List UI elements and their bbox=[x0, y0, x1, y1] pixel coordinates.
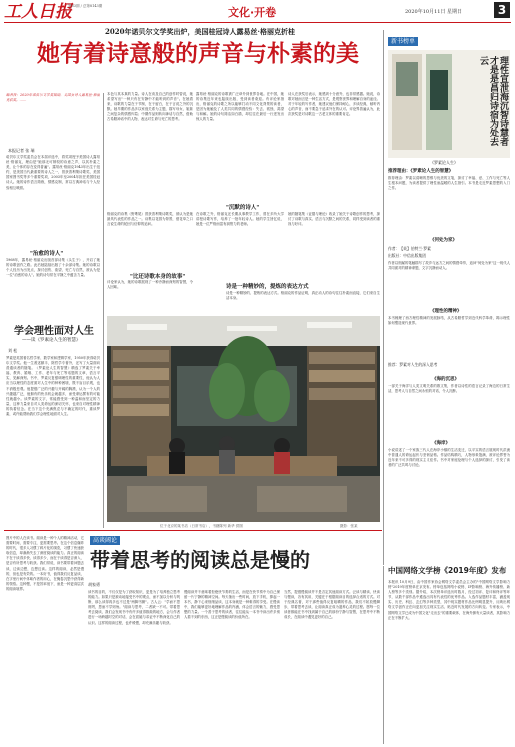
bookstore-photo-illustration bbox=[107, 316, 380, 522]
bottom-col-3: 慢阅读并不意味着拒绝快节奏的生活，而是在快节奏中为自己保留一片宁静的精神空间。每天抽出一些时间，放下手机，捧起一本书，静下心来细细品读，这本身就是一种难得的享受。在慢读中，我们能够更好地理解作品的内涵，体会语言的魅力，感受思想的力量。一个善于思考的读者，往往能从一本书中读出许多别人看不到的东西，这正是慢阅读的价值所在。 bbox=[184, 590, 280, 620]
bottom-col-2: 读书的目的，不仅仅是为了获取知识，更是为了培养独立思考的能力。如果只是被动地接受书中的观点，而不加以分析与判断，那么读得再多也不过是"两脚书橱"。古人云："学而不思则罔，思而不学则殆。"阅读与思考，二者缺一不可。带着思考去阅读，我们会发现书中有许多值得推敲的地方，会与作者进行一场跨越时空的对话，会在质疑与求证中不断深化自己的认识。这样的阅读过程，也许缓慢，却充满乐趣与收获。 bbox=[88, 590, 180, 625]
masthead-rule bbox=[4, 22, 511, 23]
bottom-section-rule bbox=[4, 530, 382, 531]
book-item-5-body: 小说讲述了一个家族三代人在海岸小镇的生活变迁，以平实的语言展现时代洪流中普通人的命运起伏与坚韧品格。作品结构精巧，人物形象饱满，被评论界誉为近年来不可多得的现实主义佳作。书中对家庭伦理与个人选择的探讨，引发了读者的广泛共鸣与讨论。 bbox=[388, 448, 510, 468]
side-subhead: ——读《罗素论人生的智慧》 bbox=[22, 338, 81, 343]
book-cover-title: 是昌 bbox=[488, 74, 498, 92]
lead-body-6: 格丽克的诗集《野鸢尾》曾获普利策诗歌奖，被认为是她最具代表性的作品之一。诗集以花园为背景，借花草之口言说生命的轮回与信仰的追问。 bbox=[107, 212, 193, 227]
lead-body-2: 1968年，露易丝·格丽克出版首部诗集《头生子》，开启了她的诗歌创作之路。此后她陆续出版了十余部诗集。她的诗歌以个人经历为出发点，探讨创伤、欲望、死亡与自然，被认为是一位"治愈的诗人"。她的诗句常在平静之中蕴含力量。 bbox=[6, 258, 100, 278]
lead-body-4: 露易丝·格丽克的诗歌被广泛译介到世界各地。在中国，她的诗集近年来也陆续出版，受到读者欢迎。有评论家指出，格丽克的诗歌之所以能够打动不同文化背景的读者，是因为她触及了人类共同的情感经验：失去、孤独、渴望与和解。她的诗句简洁如白描，却往往在最后一行迸发出惊人的力量。 bbox=[196, 92, 284, 122]
crosshead-4: 诗是一种精妙的，提炼的表达方式 bbox=[226, 284, 309, 290]
book-item-3-body: 本书梳理了西方理性精神的发展脉络，从古希腊哲学到近代科学革命，揭示理性如何塑造现代世界。 bbox=[388, 316, 510, 326]
bottom-label-text: 高谈阔论 bbox=[93, 537, 118, 544]
lead-body-7: 在诗歌之外，格丽克还长期从事教学工作，曾在多所大学讲授诗歌写作，培养了一批年轻诗人。她的学生回忆说，她是一位严格而富有洞察力的老师。 bbox=[196, 212, 284, 227]
book-column-label-text: 新书榜单 bbox=[391, 38, 416, 45]
book-cover-title: 理性 bbox=[498, 56, 508, 74]
side-byline: 刘 松 bbox=[8, 348, 18, 353]
book-cover-title: 宣泄 bbox=[498, 74, 508, 92]
book-cover-title: 海沉 bbox=[498, 92, 508, 110]
book-cover-title: 慧者 bbox=[498, 128, 508, 146]
column-rule bbox=[103, 93, 104, 528]
bottom-col-4: 当然，提倡慢阅读并不是否定其他阅读方式。泛读与精读、快读与慢读，各有其用，关键在于根据阅读目的选择合适的方式。对于经典名著，对于那些值得反复咀嚼的作品，我们不妨放慢脚步，带着思考去读，让阅读真正成为滋养心灵的过程。愿每一位读者都能在书中找到属于自己的那份宁静与智慧，在思考中不断成长，在阅读中遇见更好的自己。 bbox=[284, 590, 380, 620]
book-item-2: 《何处为家》 bbox=[430, 238, 457, 243]
book-cover-titles bbox=[458, 56, 508, 152]
book-cover-title: 归诗 bbox=[488, 92, 498, 110]
lead-body-10: 诗是一种精妙的、提炼的表达方式。格丽克的作品证明，真正动人的诗句往往朴素而直接，它们来自生活本身。 bbox=[226, 291, 380, 301]
bottom-byline: 胡家勇 bbox=[88, 582, 100, 587]
book-item-5: 《海岸》 bbox=[432, 441, 450, 446]
right-bottom-body: 本报讯 10月9日，由中国作家协会网络文学委员会主办的"中国网络文学影响力榜"2019年度榜单在京发布。榜单包括网络小说榜、IP影响榜、海外传播榜、新人榜等多个类别。据介绍，本次榜单评选历时数月，经过初评、复评和终评等环节，从数千部作品中遴选出具有代表性的优秀作品。入选作品题材丰富，涵盖现实、历史、科幻、玄幻等多种类型，其中现实题材作品比例明显提升，反映出网络文学创作正在向更加关注现实生活、贴近时代发展的方向转变。专家表示，中国网络文学已成为中国文化"走出去"的重要载体，在海外拥有大量读者，其影响力正在不断扩大。 bbox=[388, 580, 510, 620]
lead-body-1: 诺贝尔文学奖委员会在本届评选中，将奖项授予美国诗人露易丝·格丽克，理由是"她那无可辩驳的诗意之声，以其朴素之美，让个体的存在变得普遍"。露易丝·格丽克1943年出生于纽约，是美国当代最重要的诗人之一，曾获普利策诗歌奖、美国国家图书奖等多个重要奖项，2003年至2004年担任美国桂冠诗人。她的诗作语言简练，情感克制，常以古典神话与个人经验相互映照。 bbox=[6, 155, 100, 190]
book-item-4-body: 一部关于海洋与人类文明关系的散文集，作者以诗性的语言记录了海边的日常生活，思考人与自然之间永恒的对话，令人沉醉。 bbox=[388, 384, 510, 394]
bottom-headline: 带着思考的阅读总是慢的 bbox=[90, 548, 310, 572]
page-section: 文化·开卷 bbox=[228, 6, 277, 19]
book-cover-title: 宿为 bbox=[488, 110, 498, 128]
lead-body-5: 诗人在获奖后表示，她感到十分意外，也非常感激。她说，诗歌对她而言是一种生活方式，是观察世界和理解自身的途径。对于年轻的写作者，她建议他们保持耐心，多读经典，倾听内心的声音，而不要急于追求外在的认可。评论界普遍认为，此次获奖是对诗歌这一古老文体的重要肯定。 bbox=[288, 92, 380, 117]
book-cover-title: 智诗 bbox=[498, 110, 508, 128]
book-item-1-body: 推荐理由：罗素以清晰的思维与优美的文笔，探讨了幸福、爱、工作与死亡等人生根本问题，为读者提供了理性而温暖的人生指引。本书是走近罗素思想的入门之作。 bbox=[388, 176, 510, 191]
lead-body-3: 本色与其本真的力量。诗人在谈及自己的创作时曾说，她希望写出"一种只有在安静中才能听到的声音"。在她看来，诗歌的力量在于节制，在于留白，在于言说之外的沉默。她早期的作品多以家庭关系为主题，描写母女、姐妹之间复杂的情感纠葛；中期作品则转向神话与自然，借助古希腊神话中的人物，表达对生命与死亡的思考。 bbox=[107, 92, 193, 122]
masthead bbox=[0, 0, 515, 30]
book-item-2-body: 作者以细腻的笔触描写了故乡与远方之间的情感牵绊，追问"何处为家"这一现代人共同面对的精神命题，文字沉静而动人。 bbox=[388, 261, 510, 271]
right-bottom-headline: 中国网络文学榜《2019年度》发布 bbox=[388, 566, 507, 575]
bottom-left-col: 图片中的人在读书。阅读是一种个人的精神活动，它需要时间，需要专注，更需要思考。在这个信息爆炸的时代，很多人习惯了碎片化的浏览，习惯了快速获取信息，却渐渐失去了深度阅读的能力。真正的阅读不在于读得多快、读得多少，而在于读得是否深入、是否有所思考与收获。我们常说，读书要带着问题去读，边读边想，边想边读。这样的阅读，必然是慢的，但也是有效的。一本好书，值得我们反复品读，在字里行间中体味作者的用心，在掩卷沉思中获得新的领悟。这种慢，不是效率低下，而是一种更高层次的阅读境界。 bbox=[6, 536, 84, 591]
column-rule bbox=[383, 566, 384, 744]
crosshead-1: "治愈的诗人" bbox=[30, 251, 64, 257]
book-item-3: 《理性的精神》 bbox=[430, 309, 462, 314]
page-number: 3 bbox=[494, 2, 510, 18]
side-body: 罗素是英国著名哲学家、数学家和逻辑学家，1950年获得诺贝尔文学奖。他一生著述颇丰，除哲学专著外，还写了大量面向普通读者的随笔。《罗素论人生的智慧》精选了罗素关于幸福、教育、婚姻、工作、老年与死亡等话题的文章，语言平实，见解深刻。书中，罗素反复强调理性的重要性，他认为人应当以理性的态度面对人生中的种种困境，既不盲目乐观，也不消极悲观。他提倡广泛的兴趣与开阔的胸襟，认为一个人的兴趣越广泛，他拥有的快乐机会就越多，而受命运摆布的可能性就越小。读罗素的文字，常能感受到一种温和而坚定的力量，这种力量来自对人类命运的深切关怀，也来自对理性精神的执着信念。在当下这个充满焦虑与不确定的时代，重读罗素，或许能帮助我们学会理性地面对人生。 bbox=[6, 356, 100, 417]
book-info-author: 作者：【英】伯特兰·罗素 bbox=[388, 246, 431, 251]
book-info-recommend: 推荐：罗素对人生的深入思考 bbox=[388, 362, 438, 367]
photo-credit: 摄影：张某 bbox=[340, 524, 358, 528]
book-item-4: 《海的沉思》 bbox=[432, 377, 459, 382]
page-date: 2020年10月11日 星期日 bbox=[405, 9, 463, 15]
bottom-label bbox=[90, 536, 120, 545]
book-info-publisher: 出版社：中信出版集团 bbox=[388, 253, 426, 258]
crosshead-2: "沉默的诗人" bbox=[226, 205, 260, 211]
editor-note: 编者按：2020年诺贝尔文学奖揭晓，美国女诗人露易丝·格丽克获奖。…… bbox=[6, 93, 100, 103]
side-headline: 学会理性面对人生 bbox=[14, 326, 94, 337]
photo-caption: 位于北京的某书店（日常书店），书籍陈列 新华 供图 bbox=[160, 524, 243, 528]
book-item-1: 推荐理由：《罗素论人生的智慧》 bbox=[388, 169, 454, 174]
book-cover-title: 处去 bbox=[488, 128, 498, 146]
lead-headline: 她有着诗意般的声音与朴素的美 bbox=[37, 41, 359, 67]
book-cover-title: 才是 bbox=[488, 56, 498, 74]
book-cover-caption: 《罗素论人生》 bbox=[430, 160, 458, 165]
issue-info: 第83期 / 总第8143期 bbox=[68, 4, 103, 8]
newspaper-logo: 工人日报 bbox=[4, 2, 72, 22]
lead-byline: 本报记者 张 瑞 bbox=[8, 148, 35, 153]
bookstore-photo bbox=[107, 316, 380, 522]
lead-kicker: 2020年诺贝尔文学奖出炉，美国桂冠诗人露易丝·格丽克折桂 bbox=[105, 27, 295, 36]
lead-body-8: 她的随笔集《证据与理论》收录了她关于诗歌创作的思考，探讨了诗歌与真实、语言与沉默之间的关系，同样受到读者的重视与好评。 bbox=[288, 212, 380, 227]
book-column-label bbox=[388, 37, 418, 46]
crosshead-3: "比还诗歌本身的故事" bbox=[130, 274, 186, 280]
column-rule bbox=[383, 30, 384, 565]
book-cover-title: 云 bbox=[478, 56, 488, 65]
lead-body-9: 评论家认为，她的诗歌展现了一种冷静而深刻的智慧，令人回味。 bbox=[107, 280, 193, 290]
